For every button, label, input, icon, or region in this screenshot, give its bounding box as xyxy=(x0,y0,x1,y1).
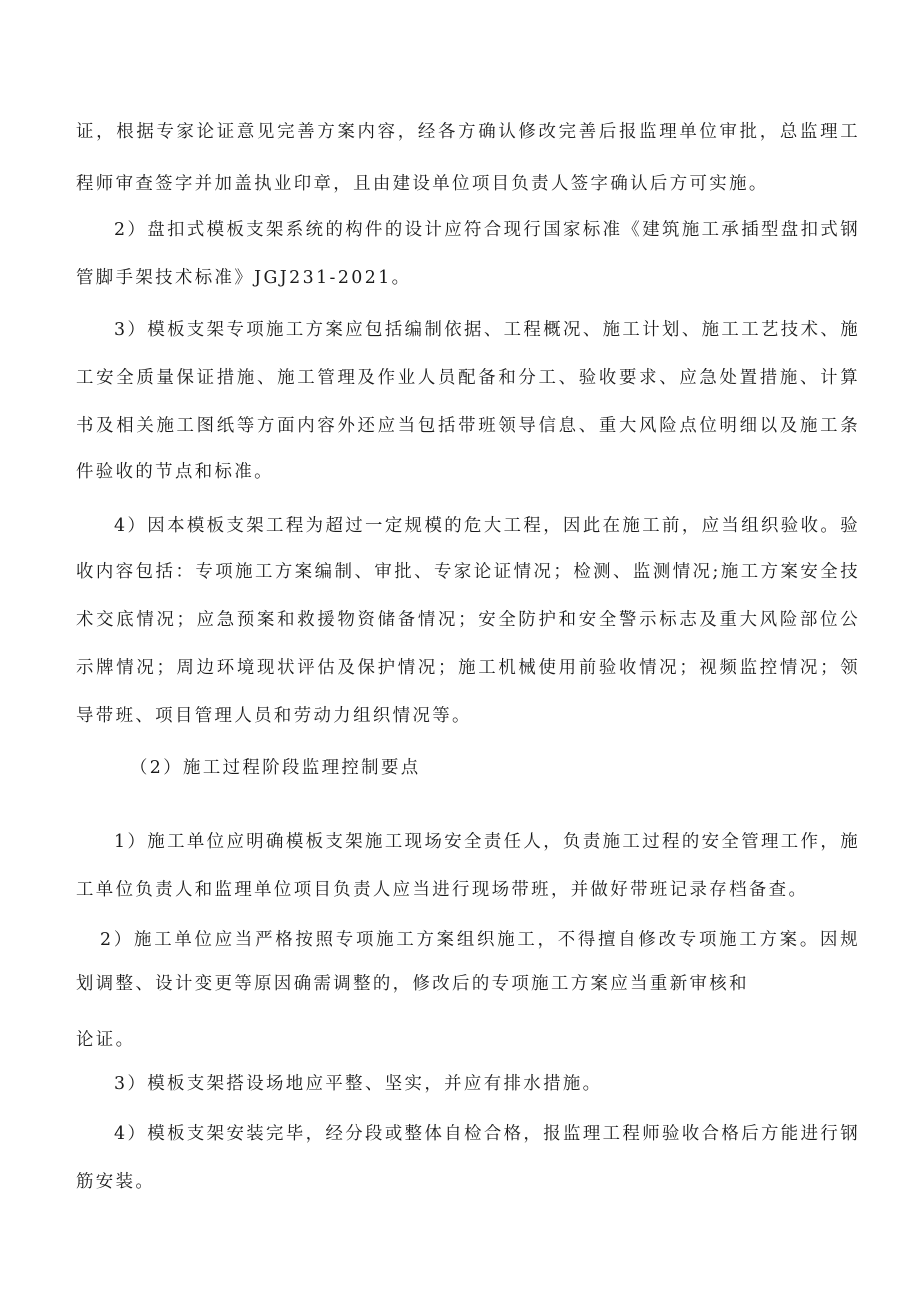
text-line: 书及相关施工图纸等方面内容外还应当包括带班领导信息、重大风险点位明细以及施工条 xyxy=(76,416,860,436)
text-line: 3）模板支架专项施工方案应包括编制依据、工程概况、施工计划、施工工艺技术、施 xyxy=(114,320,860,340)
text-line: 2）盘扣式模板支架系统的构件的设计应符合现行国家标准《建筑施工承插型盘扣式钢 xyxy=(114,220,860,240)
text-line: 程师审查签字并加盖执业印章，且由建设单位项目负责人签字确认后方可实施。 xyxy=(76,174,769,194)
text-line: 示牌情况；周边环境现状评估及保护情况；施工机械使用前验收情况；视频监控情况；领 xyxy=(76,658,860,678)
section-heading: （2）施工过程阶段监理控制要点 xyxy=(130,758,421,778)
text-line: 2）施工单位应当严格按照专项施工方案组织施工，不得擅自修改专项施工方案。因规 xyxy=(100,930,860,950)
text-line: 证，根据专家论证意见完善方案内容，经各方确认修改完善后报监理单位审批，总监理工 xyxy=(76,122,860,142)
text-line: 3）模板支架搭设场地应平整、坚实，并应有排水措施。 xyxy=(114,1074,603,1094)
text-line: 术交底情况；应急预案和救援物资储备情况；安全防护和安全警示标志及重大风险部位公 xyxy=(76,610,860,630)
text-line: 收内容包括：专项施工方案编制、审批、专家论证情况；检测、监测情况;施工方案安全技 xyxy=(76,562,860,582)
text-line: 4）因本模板支架工程为超过一定规模的危大工程，因此在施工前，应当组织验收。验 xyxy=(114,516,860,536)
text-line: 管脚手架技术标准》JGJ231-2021。 xyxy=(76,268,412,288)
text-line: 论证。 xyxy=(76,1030,136,1050)
text-line: 工单位负责人和监理单位项目负责人应当进行现场带班，并做好带班记录存档备查。 xyxy=(76,880,809,900)
text-line: 筋安装。 xyxy=(76,1172,156,1192)
text-line: 导带班、项目管理人员和劳动力组织情况等。 xyxy=(76,706,472,726)
text-line: 工安全质量保证措施、施工管理及作业人员配备和分工、验收要求、应急处置措施、计算 xyxy=(76,368,860,388)
text-line: 4）模板支架安装完毕，经分段或整体自检合格，报监理工程师验收合格后方能进行钢 xyxy=(114,1124,860,1144)
text-line: 划调整、设计变更等原因确需调整的，修改后的专项施工方案应当重新审核和 xyxy=(76,974,749,994)
text-line: 件验收的节点和标准。 xyxy=(76,462,274,482)
text-line: 1）施工单位应明确模板支架施工现场安全责任人，负责施工过程的安全管理工作，施 xyxy=(114,832,860,852)
